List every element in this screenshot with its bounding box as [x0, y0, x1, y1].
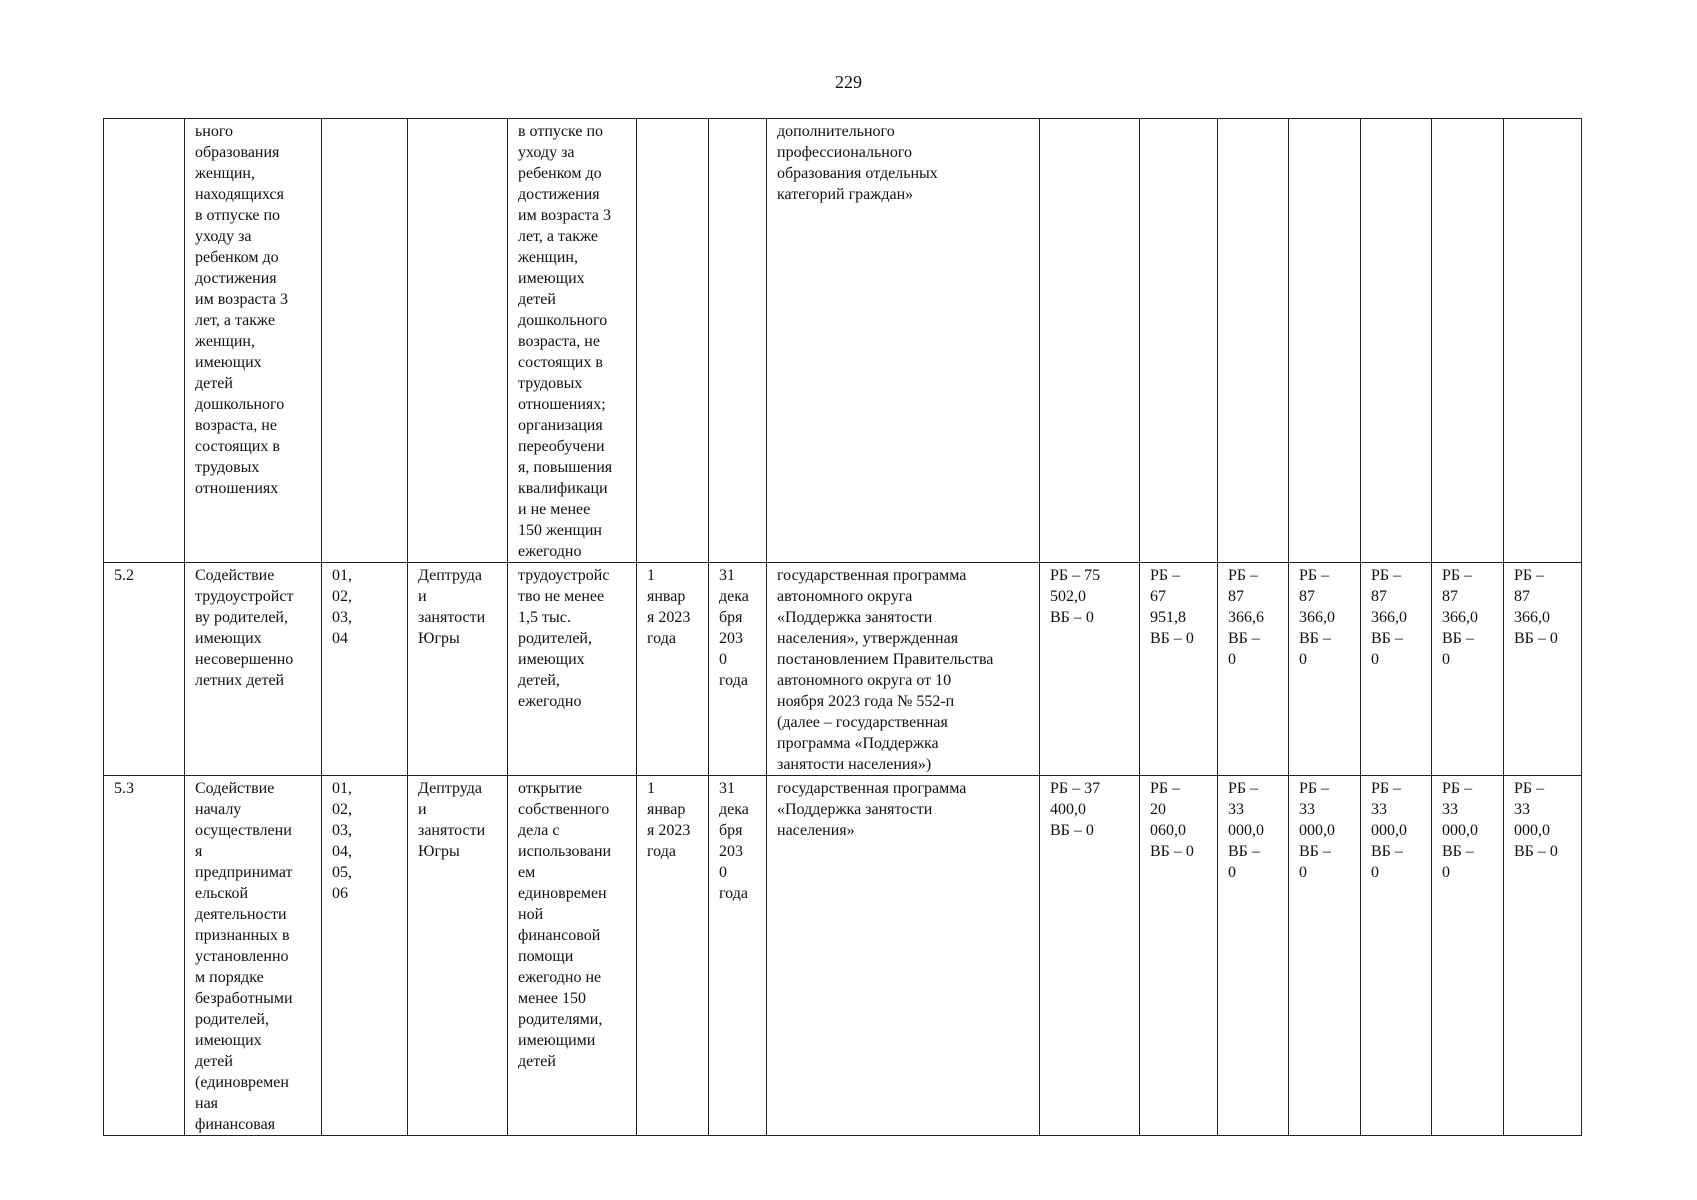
cell-funding-1: РБ – 37 400,0 ВБ – 0 — [1040, 776, 1140, 1136]
page-number: 229 — [835, 72, 862, 92]
cell-funding-7: РБ – 87 366,0 ВБ – 0 — [1504, 563, 1582, 776]
cell-start-date — [637, 119, 709, 563]
cell-funding-4: РБ – 87 366,0 ВБ – 0 — [1289, 563, 1361, 776]
cell-executor — [408, 119, 508, 563]
cell-funding-5 — [1361, 119, 1432, 563]
cell-result: трудоустройс тво не менее 1,5 тыс. родителей, имеющих детей, ежегодно — [508, 563, 637, 776]
cell-funding-3: РБ – 87 366,6 ВБ – 0 — [1218, 563, 1289, 776]
cell-funding-3: РБ – 33 000,0 ВБ – 0 — [1218, 776, 1289, 1136]
cell-codes: 01, 02, 03, 04 — [322, 563, 408, 776]
measures-table — [103, 118, 1582, 1136]
cell-funding-6 — [1432, 119, 1504, 563]
cell-measure-name: Содействие трудоустройст ву родителей, имеющих несовершенно летних детей — [185, 563, 322, 776]
cell-end-date: 31 дека бря 203 0 года — [709, 776, 767, 1136]
cell-number: 5.2 — [104, 563, 185, 776]
cell-end-date: 31 дека бря 203 0 года — [709, 563, 767, 776]
cell-result: в отпуске по уходу за ребенком до достижения им возраста 3 лет, а также женщин, имеющих детей дошкольного возраста, не состоящих в трудовых отношениях; организация переобучени я, повышения квалификаци и не менее 150 женщин ежегодно — [508, 119, 637, 563]
cell-funding-1: РБ – 75 502,0 ВБ – 0 — [1040, 563, 1140, 776]
cell-funding-6: РБ – 87 366,0 ВБ – 0 — [1432, 563, 1504, 776]
cell-program: государственная программа автономного округа «Поддержка занятости населения», утвержденная постановлением Правительства автономного округа от 10 ноября 2023 года № 552-п (далее – государственная программа «Поддержка занятости населения») — [767, 563, 1040, 776]
cell-program: государственная программа «Поддержка занятости населения» — [767, 776, 1040, 1136]
cell-end-date — [709, 119, 767, 563]
cell-codes — [322, 119, 408, 563]
cell-funding-2: РБ – 20 060,0 ВБ – 0 — [1140, 776, 1218, 1136]
cell-funding-4 — [1289, 119, 1361, 563]
table-row — [104, 563, 1582, 776]
cell-funding-5: РБ – 87 366,0 ВБ – 0 — [1361, 563, 1432, 776]
cell-number — [104, 119, 185, 563]
cell-executor: Дептруда и занятости Югры — [408, 563, 508, 776]
cell-start-date: 1 январ я 2023 года — [637, 563, 709, 776]
cell-program: дополнительного профессионального образования отдельных категорий граждан» — [767, 119, 1040, 563]
cell-start-date: 1 январ я 2023 года — [637, 776, 709, 1136]
cell-funding-6: РБ – 33 000,0 ВБ – 0 — [1432, 776, 1504, 1136]
cell-measure-name: Содействие началу осуществлени я предпринимат ельской деятельности признанных в установленно м порядке безработными родителей, имеющих детей (единовремен ная финансовая — [185, 776, 322, 1136]
table-row — [104, 776, 1582, 1136]
cell-funding-4: РБ – 33 000,0 ВБ – 0 — [1289, 776, 1361, 1136]
cell-funding-3 — [1218, 119, 1289, 563]
cell-codes: 01, 02, 03, 04, 05, 06 — [322, 776, 408, 1136]
cell-funding-7: РБ – 33 000,0 ВБ – 0 — [1504, 776, 1582, 1136]
table-row — [104, 119, 1582, 563]
cell-funding-2 — [1140, 119, 1218, 563]
cell-funding-7 — [1504, 119, 1582, 563]
cell-number: 5.3 — [104, 776, 185, 1136]
cell-funding-1 — [1040, 119, 1140, 563]
cell-funding-5: РБ – 33 000,0 ВБ – 0 — [1361, 776, 1432, 1136]
cell-executor: Дептруда и занятости Югры — [408, 776, 508, 1136]
cell-measure-name: ьного образования женщин, находящихся в отпуске по уходу за ребенком до достижения им возраста 3 лет, а также женщин, имеющих детей дошкольного возраста, не состоящих в трудовых отношениях — [185, 119, 322, 563]
cell-result: открытие собственного дела с использовани ем единовремен ной финансовой помощи ежегодно не менее 150 родителями, имеющими детей — [508, 776, 637, 1136]
cell-funding-2: РБ – 67 951,8 ВБ – 0 — [1140, 563, 1218, 776]
